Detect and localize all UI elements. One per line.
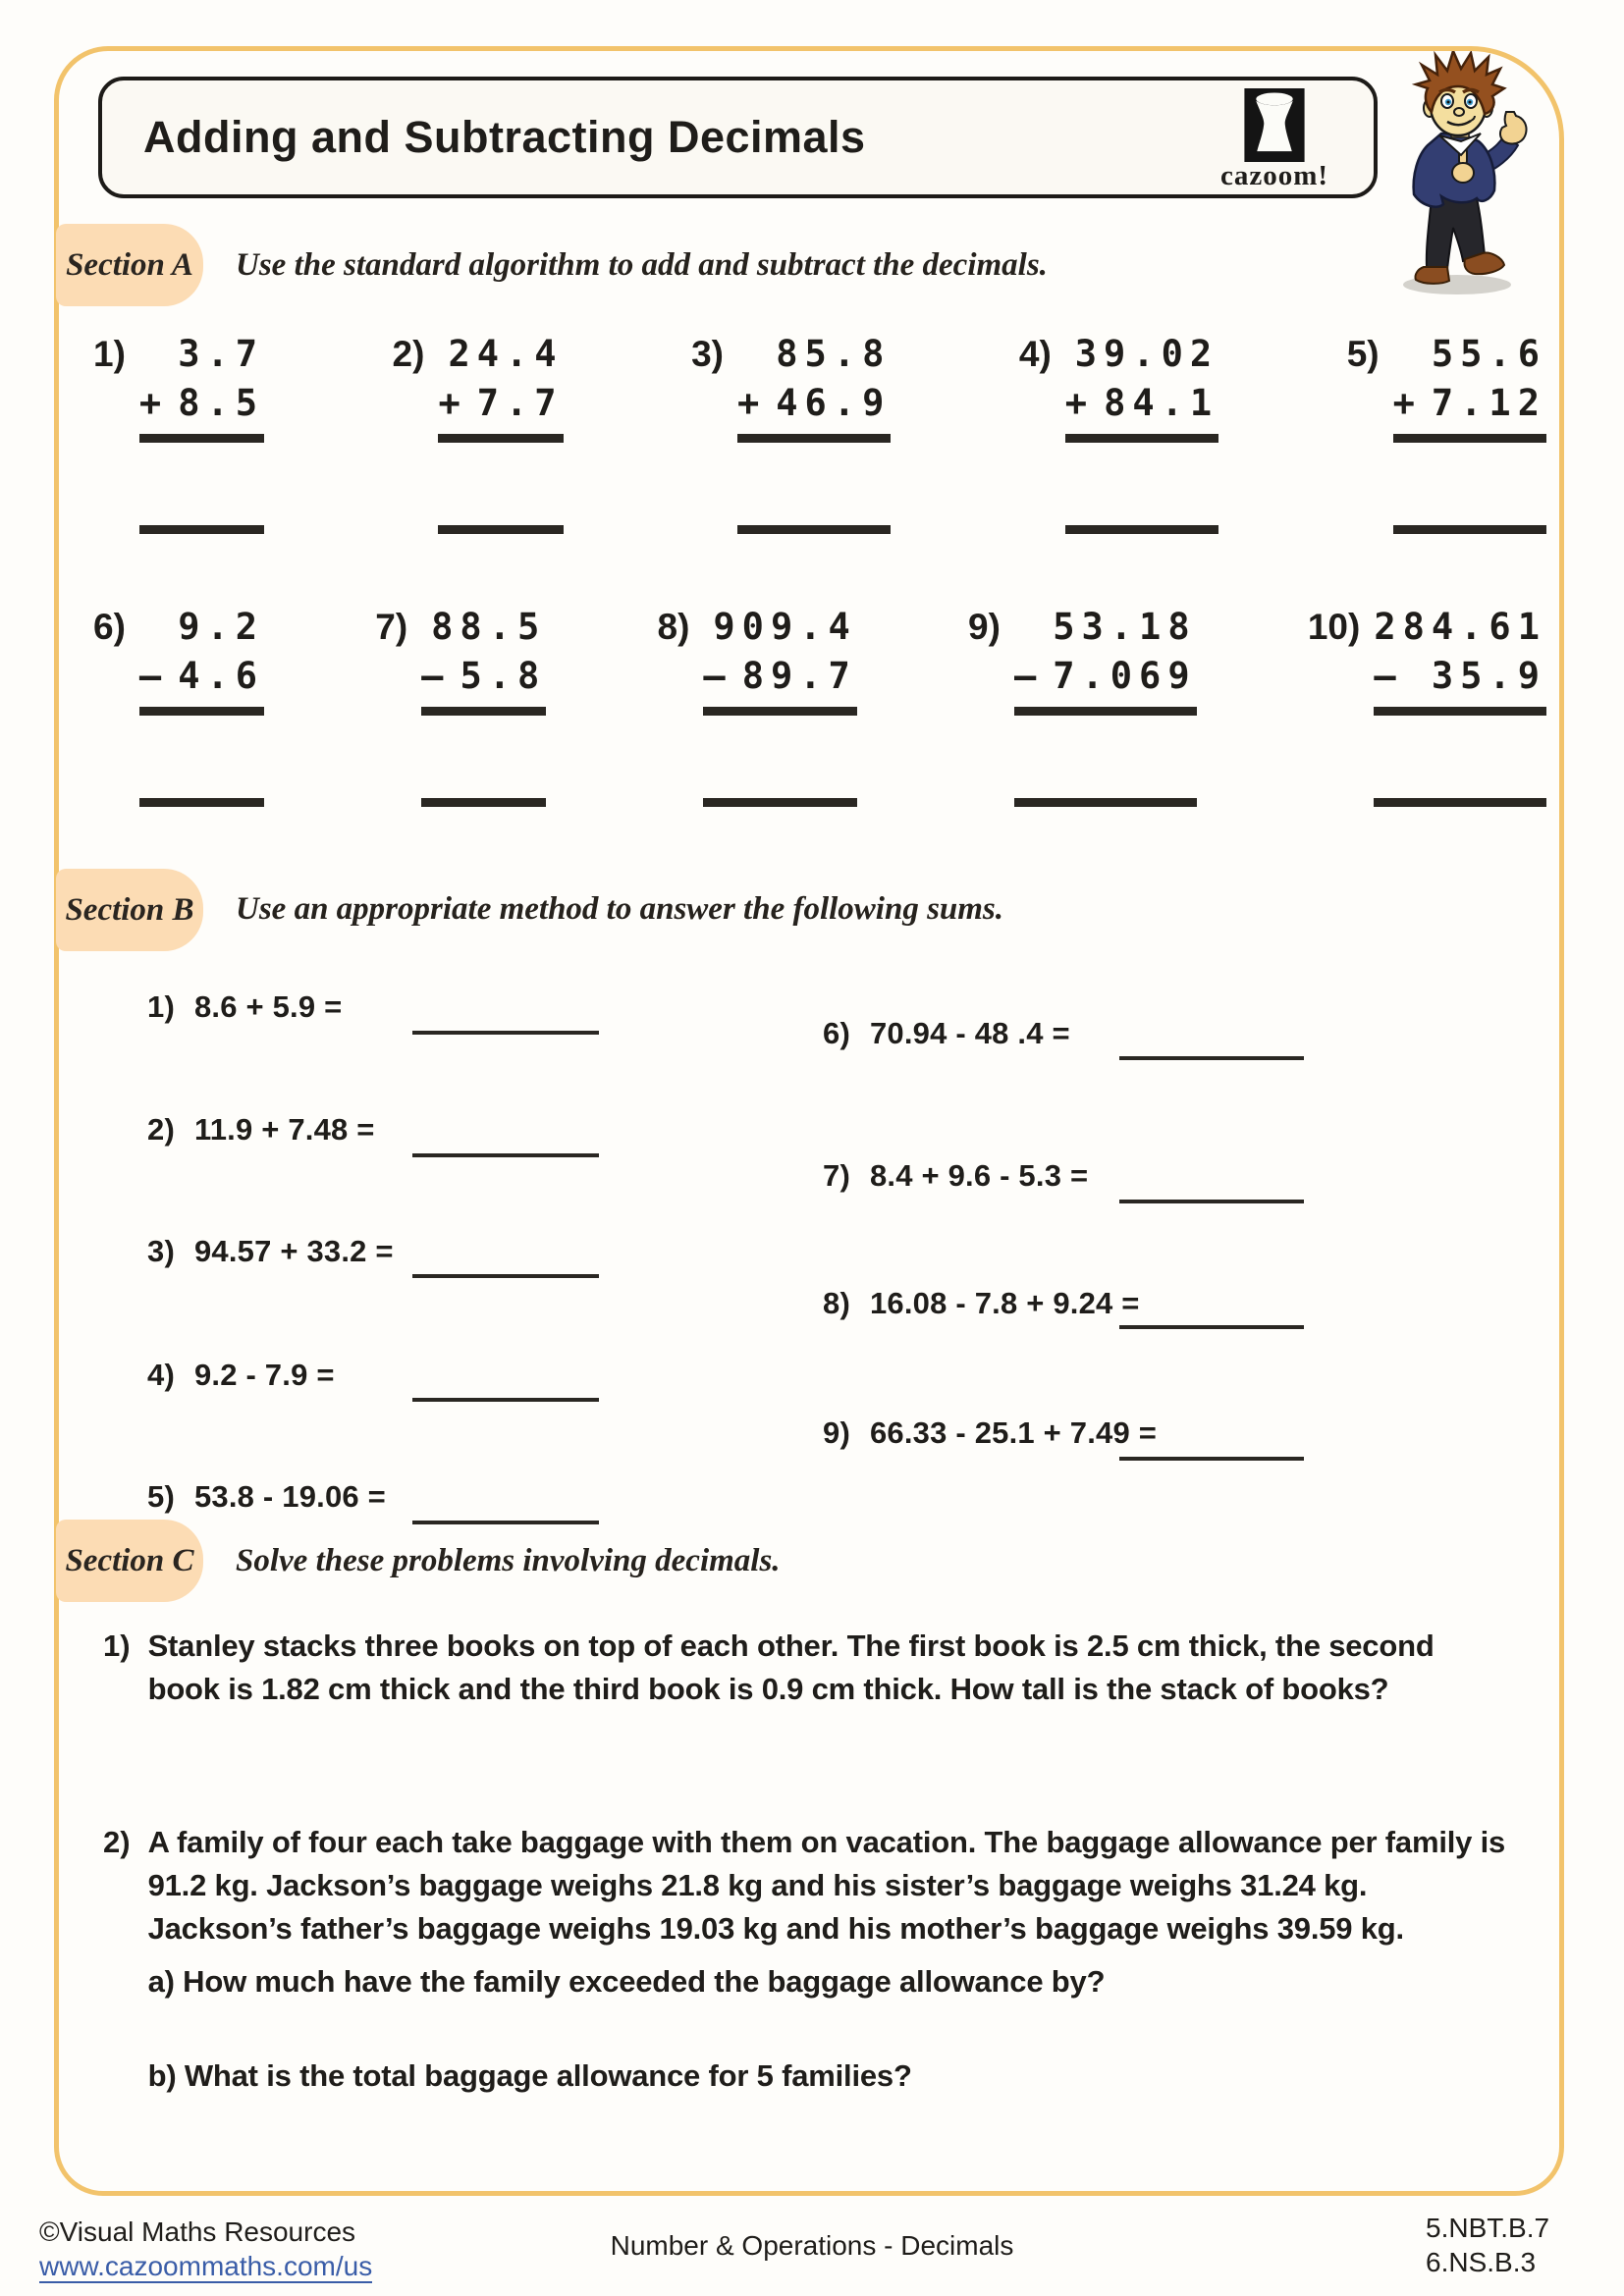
problem-number: 8)	[657, 607, 690, 647]
section-a-row-1	[93, 330, 1546, 534]
answer-line	[139, 525, 264, 534]
sum-line	[438, 434, 563, 443]
operand-bottom: 7.7	[476, 382, 564, 424]
sum-line	[1065, 434, 1218, 443]
operand-top: 55.6	[1431, 333, 1546, 375]
operand-top: 3.7	[178, 333, 265, 375]
algorithm-problem-6	[93, 603, 264, 807]
answer-line	[1065, 525, 1218, 534]
operator: –	[421, 655, 451, 697]
mascot-boy-illustration	[1380, 51, 1543, 306]
answer-line	[412, 1274, 599, 1278]
word-problem-part-b: b) What is the total baggage allowance for 5 families?	[147, 2058, 912, 2093]
section-a-badge	[56, 224, 203, 306]
standard-code-2: 6.NS.B.3	[1426, 2247, 1537, 2277]
logo-wordmark: cazoom!	[1219, 160, 1329, 191]
operator: +	[736, 382, 767, 424]
answer-line	[412, 1031, 599, 1035]
problem-number: 6)	[823, 1016, 850, 1050]
problem-number: 8)	[823, 1286, 850, 1320]
sum-problem-4	[147, 1358, 335, 1393]
answer-line	[139, 798, 264, 807]
answer-line	[1119, 1457, 1304, 1461]
problem-number: 10)	[1307, 607, 1361, 647]
problem-number: 4)	[1018, 334, 1052, 374]
operand-bottom: 8.5	[178, 382, 265, 424]
operator: +	[1064, 382, 1095, 424]
section-a-row-2	[93, 603, 1546, 807]
operand-bottom: 89.7	[741, 655, 857, 697]
section-a-instruction: Use the standard algorithm to add and subtract the decimals.	[236, 247, 1048, 283]
problem-number: 6)	[93, 607, 126, 647]
drum-icon	[1244, 88, 1305, 162]
sum-problem-1	[147, 989, 342, 1025]
operator: +	[138, 382, 169, 424]
sum-problem-2	[147, 1112, 375, 1148]
section-b-instruction: Use an appropriate method to answer the following sums.	[236, 891, 1004, 927]
algorithm-problem-9	[968, 603, 1197, 807]
answer-line	[412, 1153, 599, 1157]
word-problem-part-a: a) How much have the family exceeded the baggage allowance by?	[147, 1964, 1106, 1999]
operand-bottom: 7.069	[1053, 655, 1197, 697]
sum-line	[737, 434, 891, 443]
problem-number: 1)	[103, 1629, 131, 1663]
word-problem-text: A family of four each take baggage with them on vacation. The baggage allowance per family is 91.2 kg. Jackson’s baggage weighs 21.8 kg and his sister’s baggage weighs 31.24 kg. Jackson’s father’s baggage weighs 19.03 kg and his mother’s baggage weighs 39.59 kg.	[147, 1825, 1506, 1946]
operand-bottom: 84.1	[1104, 382, 1219, 424]
operand-bottom: 4.6	[178, 655, 265, 697]
sum-problem-9	[823, 1415, 1157, 1451]
footer-standards	[1426, 2211, 1549, 2279]
problem-number: 2)	[103, 1825, 131, 1859]
answer-line	[1014, 798, 1197, 807]
sum-problem-6	[823, 1016, 1070, 1051]
operand-bottom: 7.12	[1431, 382, 1546, 424]
section-b-badge-label: Section B	[65, 891, 194, 928]
answer-line	[1119, 1056, 1304, 1060]
sum-problem-7	[823, 1158, 1088, 1194]
operand-top: 9.2	[178, 606, 265, 648]
problem-number: 3)	[147, 1234, 175, 1268]
problem-number: 5)	[147, 1479, 175, 1514]
operator: –	[1374, 655, 1403, 697]
sum-line	[139, 434, 264, 443]
sum-line	[421, 707, 546, 716]
problem-number: 4)	[147, 1358, 175, 1392]
cazoom-logo	[1201, 88, 1348, 192]
answer-line	[412, 1398, 599, 1402]
algorithm-problem-2	[393, 330, 564, 534]
footer-category: Number & Operations - Decimals	[610, 2230, 1014, 2261]
operator: +	[438, 382, 467, 424]
operand-bottom: 35.9	[1431, 655, 1546, 697]
operand-top: 39.02	[1074, 333, 1219, 375]
operator: –	[138, 655, 169, 697]
operand-bottom: 46.9	[776, 382, 892, 424]
answer-line	[412, 1521, 599, 1524]
answer-line	[1393, 525, 1546, 534]
standard-code-1: 5.NBT.B.7	[1426, 2213, 1550, 2243]
section-a-badge-label: Section A	[66, 246, 193, 283]
problem-number: 9)	[823, 1415, 850, 1450]
sum-line	[1014, 707, 1197, 716]
problem-number: 1)	[147, 989, 175, 1024]
algorithm-problem-3	[691, 330, 891, 534]
answer-line	[421, 798, 546, 807]
section-c-badge	[56, 1520, 203, 1602]
sum-problem-5	[147, 1479, 386, 1515]
operator: –	[1013, 655, 1044, 697]
sum-line	[703, 707, 856, 716]
problem-number: 2)	[147, 1112, 175, 1147]
problem-number: 7)	[823, 1158, 850, 1193]
expression: 8.4 + 9.6 - 5.3 =	[869, 1158, 1089, 1193]
answer-line	[1119, 1200, 1304, 1203]
title-box	[98, 77, 1378, 198]
answer-line	[1119, 1325, 1304, 1329]
operator: –	[703, 655, 732, 697]
expression: 94.57 + 33.2 =	[193, 1234, 394, 1268]
problem-number: 7)	[375, 607, 408, 647]
problem-number: 1)	[93, 334, 126, 374]
word-problem-text: Stanley stacks three books on top of each other. The first book is 2.5 cm thick, the second book is 1.82 cm thick and the third book is 0.9 cm thick. How tall is the stack of books?	[147, 1629, 1435, 1706]
operator: +	[1392, 382, 1422, 424]
expression: 66.33 - 25.1 + 7.49 =	[869, 1415, 1158, 1450]
operand-top: 53.18	[1053, 606, 1197, 648]
sum-line	[139, 707, 264, 716]
answer-line	[737, 525, 891, 534]
sum-line	[1393, 434, 1546, 443]
sum-problem-3	[147, 1234, 394, 1269]
answer-line	[1374, 798, 1546, 807]
operand-top: 909.4	[713, 606, 857, 648]
sum-line	[1374, 707, 1546, 716]
operand-top: 85.8	[776, 333, 892, 375]
expression: 11.9 + 7.48 =	[193, 1112, 375, 1147]
algorithm-problem-8	[658, 603, 857, 807]
sum-problem-8	[823, 1286, 1140, 1321]
website-link[interactable]: www.cazoommaths.com/us	[39, 2251, 373, 2281]
section-b-badge	[56, 869, 203, 951]
operand-bottom: 5.8	[460, 655, 547, 697]
copyright-text: ©Visual Maths Resources	[39, 2216, 356, 2247]
algorithm-problem-7	[375, 603, 546, 807]
expression: 9.2 - 7.9 =	[193, 1358, 335, 1392]
algorithm-problem-1	[93, 330, 264, 534]
expression: 53.8 - 19.06 =	[193, 1479, 386, 1514]
section-c-badge-label: Section C	[65, 1542, 194, 1578]
expression: 16.08 - 7.8 + 9.24 =	[869, 1286, 1140, 1320]
page-title: Adding and Subtracting Decimals	[143, 112, 866, 162]
expression: 8.6 + 5.9 =	[193, 989, 343, 1024]
answer-line	[703, 798, 856, 807]
algorithm-problem-10	[1308, 603, 1546, 807]
expression: 70.94 - 48 .4 =	[869, 1016, 1070, 1050]
section-c-instruction: Solve these problems involving decimals.	[236, 1543, 781, 1578]
operand-top: 284.61	[1374, 606, 1546, 648]
problem-number: 2)	[392, 334, 425, 374]
operand-top: 88.5	[431, 606, 547, 648]
word-problem-2	[103, 1821, 1513, 2098]
problem-number: 3)	[691, 334, 724, 374]
algorithm-problem-5	[1347, 330, 1546, 534]
problem-number: 9)	[968, 607, 1001, 647]
word-problem-1	[103, 1625, 1513, 1711]
operand-top: 24.4	[448, 333, 564, 375]
algorithm-problem-4	[1019, 330, 1218, 534]
answer-line	[438, 525, 563, 534]
problem-number: 5)	[1346, 334, 1380, 374]
